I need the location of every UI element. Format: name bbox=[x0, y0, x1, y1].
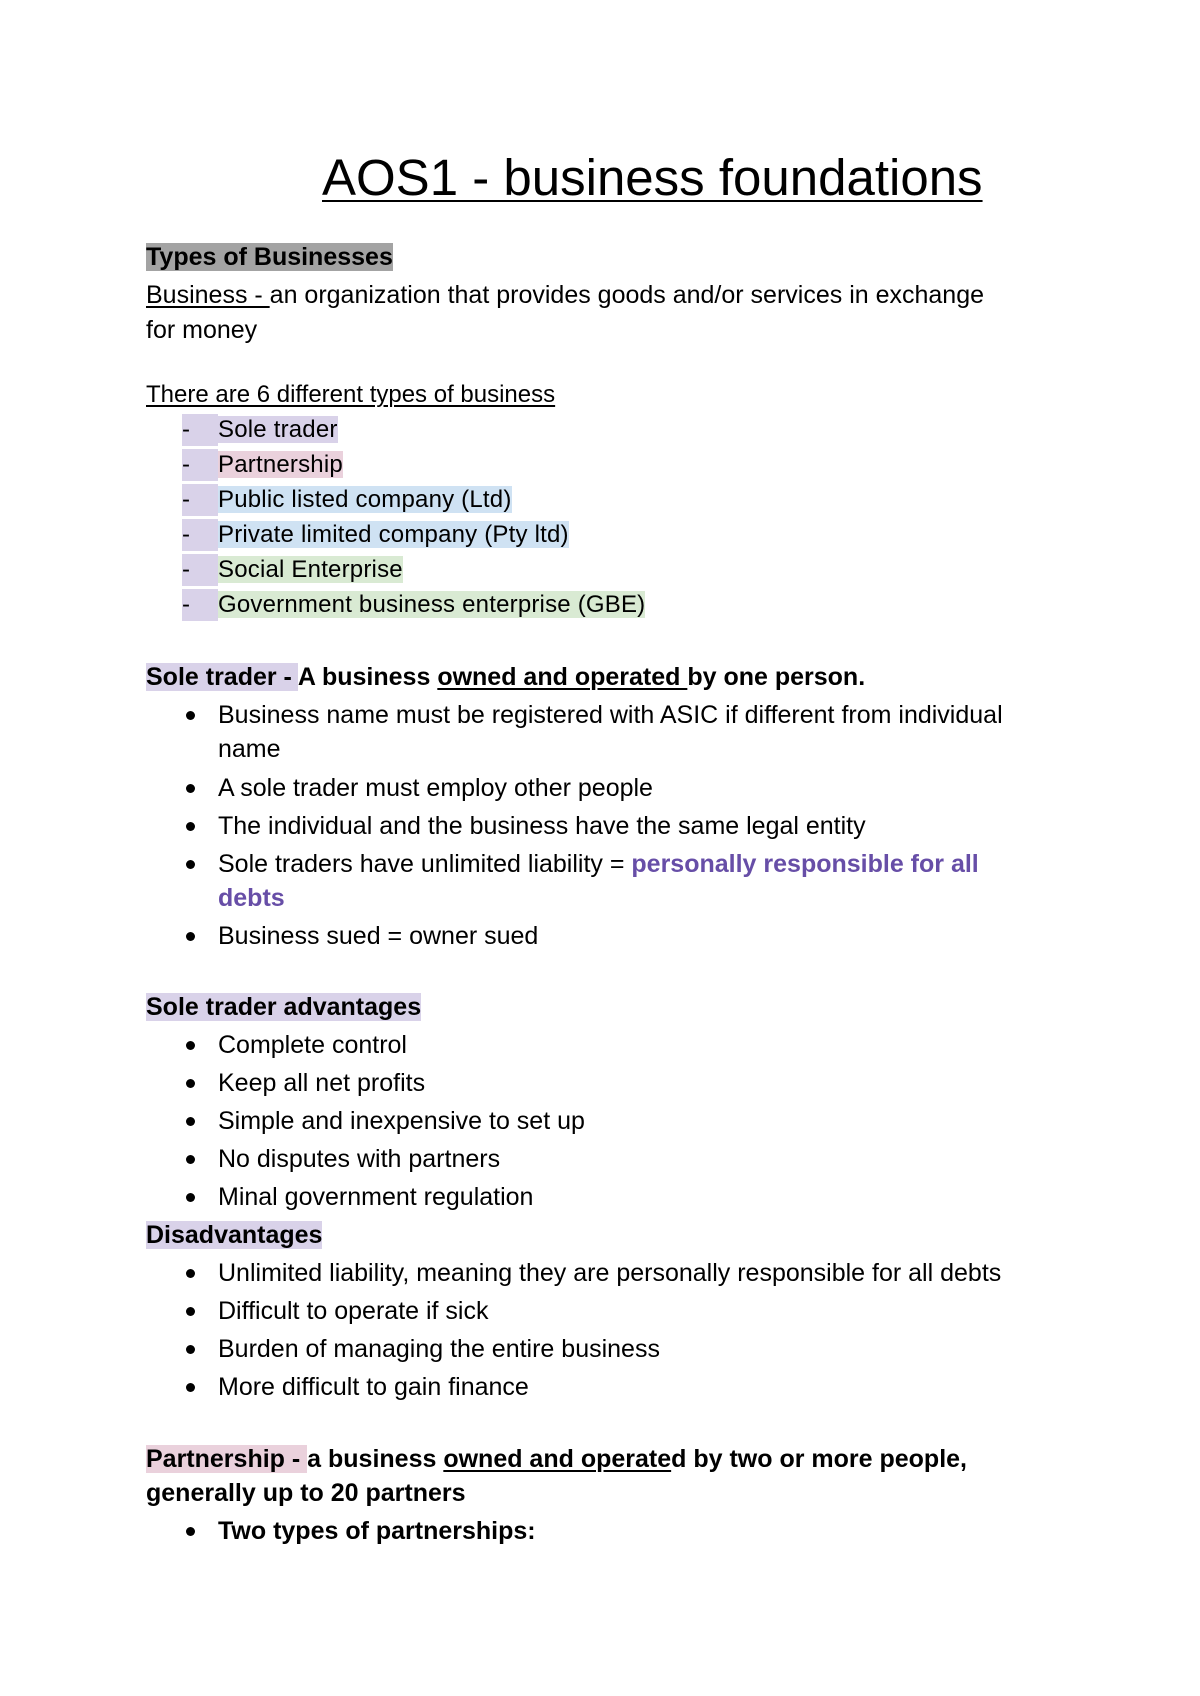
bullet-text-part: Sole traders have unlimited liability = bbox=[218, 850, 632, 878]
disadvantages-heading bbox=[146, 1218, 322, 1252]
bullet-icon bbox=[186, 1155, 195, 1164]
business-definition-line1 bbox=[146, 278, 984, 312]
emphasis-text: debts bbox=[218, 884, 285, 912]
bullet-icon bbox=[186, 1117, 195, 1126]
type-label: Government business enterprise (GBE) bbox=[218, 591, 646, 618]
type-label: Partnership bbox=[218, 451, 343, 478]
emphasis-text: personally responsible for all bbox=[631, 850, 979, 878]
types-list-intro: There are 6 different types of business bbox=[146, 381, 556, 408]
partnership-definition-line2: generally up to 20 partners bbox=[146, 1479, 466, 1507]
sole-trader-definition bbox=[146, 660, 865, 694]
bullet-text: Business sued = owner sued bbox=[218, 922, 539, 950]
list-item bbox=[182, 484, 512, 516]
bullet-text bbox=[218, 698, 1003, 766]
definition-text: by one person. bbox=[687, 663, 866, 691]
bullet-icon bbox=[186, 711, 195, 720]
business-term: Business - bbox=[146, 281, 270, 309]
partnership-definition bbox=[146, 1442, 967, 1476]
bullet-icon bbox=[186, 1269, 195, 1278]
bullet-icon bbox=[186, 932, 195, 941]
list-item bbox=[182, 414, 338, 446]
dash-marker: - bbox=[182, 519, 218, 551]
list-item bbox=[182, 449, 343, 481]
bullet-text: No disputes with partners bbox=[218, 1145, 501, 1173]
bullet-text: Unlimited liability, meaning they are personally responsible for all debts bbox=[218, 1259, 1002, 1287]
definition-underlined: owned and operate bbox=[443, 1445, 672, 1473]
business-definition-line2: for money bbox=[146, 316, 258, 344]
heading-highlight: Disadvantages bbox=[146, 1221, 323, 1249]
type-label: Sole trader bbox=[218, 416, 338, 443]
bullet-text: Difficult to operate if sick bbox=[218, 1297, 489, 1325]
bullet-text-line: Business name must be registered with ASIC if different from individual bbox=[218, 701, 1003, 729]
bullet-icon bbox=[186, 784, 195, 793]
bullet-text: A sole trader must employ other people bbox=[218, 774, 653, 802]
bullet-text: Complete control bbox=[218, 1031, 407, 1059]
list-item bbox=[182, 554, 403, 586]
dash-marker: - bbox=[182, 554, 218, 586]
dash-marker: - bbox=[182, 484, 218, 516]
bullet-text: Two types of partnerships: bbox=[218, 1517, 536, 1545]
page-title: AOS1 - business foundations bbox=[322, 149, 983, 206]
type-label: Private limited company (Pty ltd) bbox=[218, 521, 569, 548]
dash-marker: - bbox=[182, 449, 218, 481]
bullet-icon bbox=[186, 822, 195, 831]
type-label: Public listed company (Ltd) bbox=[218, 486, 512, 513]
bullet-icon bbox=[186, 1193, 195, 1202]
list-item bbox=[182, 519, 569, 551]
bullet-text: More difficult to gain finance bbox=[218, 1373, 529, 1401]
advantages-heading bbox=[146, 990, 421, 1024]
dash-marker: - bbox=[182, 414, 218, 446]
heading-highlight: Types of Businesses bbox=[146, 243, 393, 271]
bullet-text: Simple and inexpensive to set up bbox=[218, 1107, 585, 1135]
partnership-term: Partnership - bbox=[146, 1445, 308, 1473]
dash-marker: - bbox=[182, 589, 218, 621]
bullet-icon bbox=[186, 1041, 195, 1050]
heading-highlight: Sole trader advantages bbox=[146, 993, 422, 1021]
bullet-text-line: name bbox=[218, 735, 281, 763]
type-label: Social Enterprise bbox=[218, 556, 403, 583]
bullet-text: Keep all net profits bbox=[218, 1069, 426, 1097]
bullet-text: Minal government regulation bbox=[218, 1183, 534, 1211]
definition-underlined: owned and operated bbox=[437, 663, 688, 691]
definition-text: A business bbox=[297, 663, 438, 691]
bullet-icon bbox=[186, 1383, 195, 1392]
bullet-icon bbox=[186, 1079, 195, 1088]
bullet-text: The individual and the business have the same legal entity bbox=[218, 812, 866, 840]
definition-text: d by two or more people, bbox=[671, 1445, 968, 1473]
definition-text: a business bbox=[307, 1445, 444, 1473]
bullet-text bbox=[218, 847, 979, 915]
business-definition-text: an organization that provides goods and/or services in exchange bbox=[269, 281, 985, 309]
bullet-icon bbox=[186, 1307, 195, 1316]
bullet-icon bbox=[186, 860, 195, 869]
bullet-icon bbox=[186, 1527, 195, 1536]
sole-trader-term: Sole trader - bbox=[146, 663, 298, 691]
bullet-icon bbox=[186, 1345, 195, 1354]
list-item bbox=[182, 589, 645, 621]
bullet-text: Burden of managing the entire business bbox=[218, 1335, 660, 1363]
section-heading-types bbox=[146, 240, 393, 274]
